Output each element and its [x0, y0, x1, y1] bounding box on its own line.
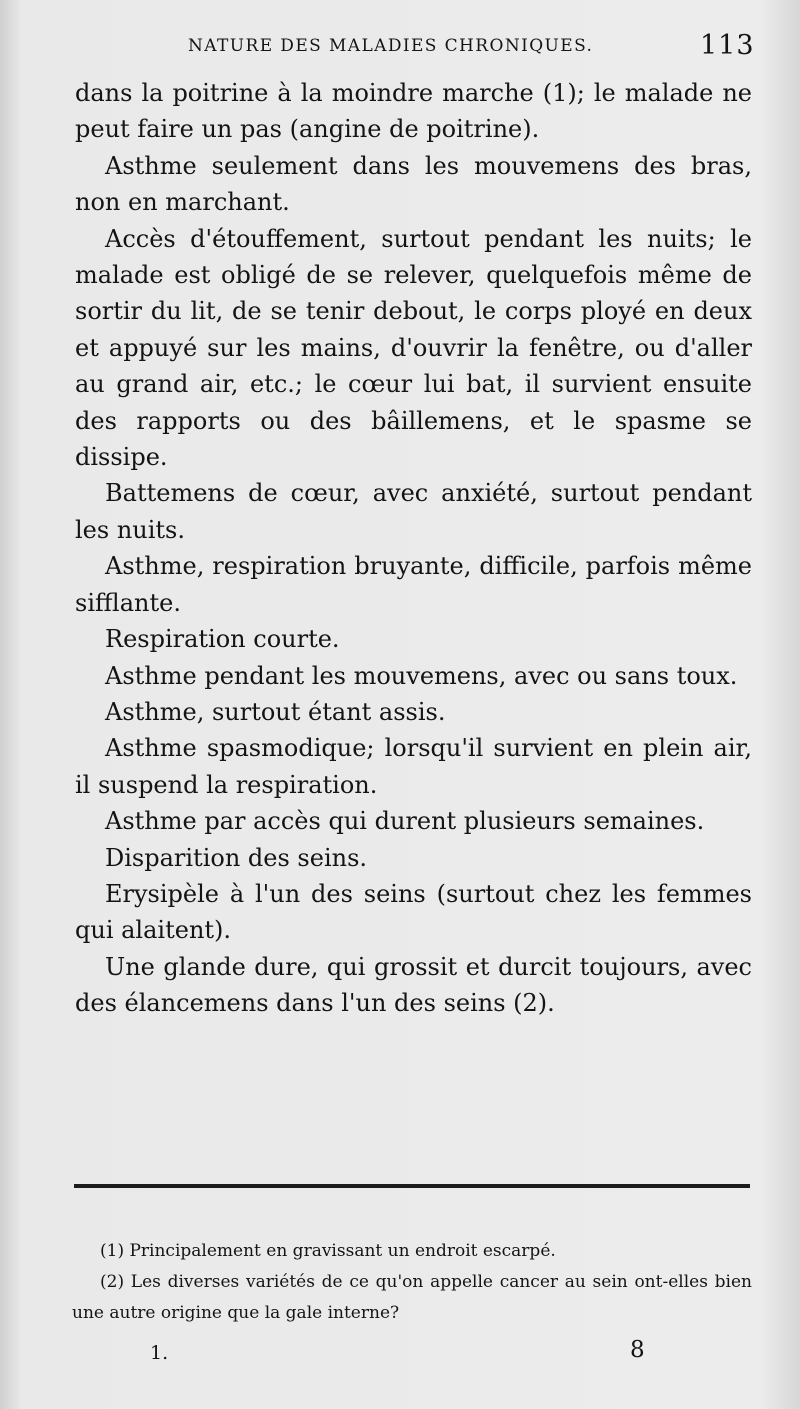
page-number: 113: [700, 30, 755, 61]
paragraph: Asthme, surtout étant assis.: [105, 697, 446, 726]
paragraph: Asthme spasmodique; lorsqu'il survient en plein air, il suspend la respiration.: [75, 734, 752, 799]
footnote: (1) Principalement en gravissant un endroit escarpé.: [100, 1241, 556, 1261]
paragraph: dans la poitrine à la moindre marche (1); le malade ne peut faire un pas (angine de poitrine).: [75, 79, 752, 144]
paragraph: Accès d'étouffement, surtout pendant les nuits; le malade est obligé de se relever, quelquefois même de sortir du lit, de se tenir debout, le corps ployé en deux et appuyé sur les mains, d'ouvrir la fenêtre, ou d'aller au grand air, etc.; le cœur lui bat, il survient ensuite des rapports ou des bâillemens, et le spasme se dissipe.: [75, 224, 752, 472]
page-header: [0, 30, 800, 68]
paragraph: Battemens de cœur, avec anxiété, surtout pendant les nuits.: [75, 479, 752, 544]
running-title: NATURE DES MALADIES CHRONIQUES.: [188, 36, 594, 56]
paragraph: Erysipèle à l'un des seins (surtout chez les femmes qui alaitent).: [75, 879, 752, 945]
body-text: [75, 75, 752, 1022]
paragraph: Asthme, respiration bruyante, difficile, parfois même sifflante.: [75, 552, 752, 617]
paragraph: Asthme par accès qui durent plusieurs semaines.: [105, 807, 705, 836]
footnote: (2) Les diverses variétés de ce qu'on appelle cancer au sein ont-elles bien une autre origine que la gale interne?: [72, 1272, 752, 1323]
footnotes: [72, 1236, 752, 1329]
paragraph: Asthme pendant les mouvemens, avec ou sans toux.: [105, 661, 738, 690]
signature-number: 8: [630, 1337, 645, 1363]
paragraph: Disparition des seins.: [105, 843, 368, 872]
paragraph: Asthme seulement dans les mouvemens des bras, non en marchant.: [75, 151, 752, 217]
paragraph: Respiration courte.: [105, 625, 340, 654]
signature-mark: 1.: [150, 1342, 169, 1364]
paragraph: Une glande dure, qui grossit et durcit toujours, avec des élancemens dans l'un des seins (2).: [75, 952, 752, 1018]
footnote-divider: [74, 1184, 750, 1188]
